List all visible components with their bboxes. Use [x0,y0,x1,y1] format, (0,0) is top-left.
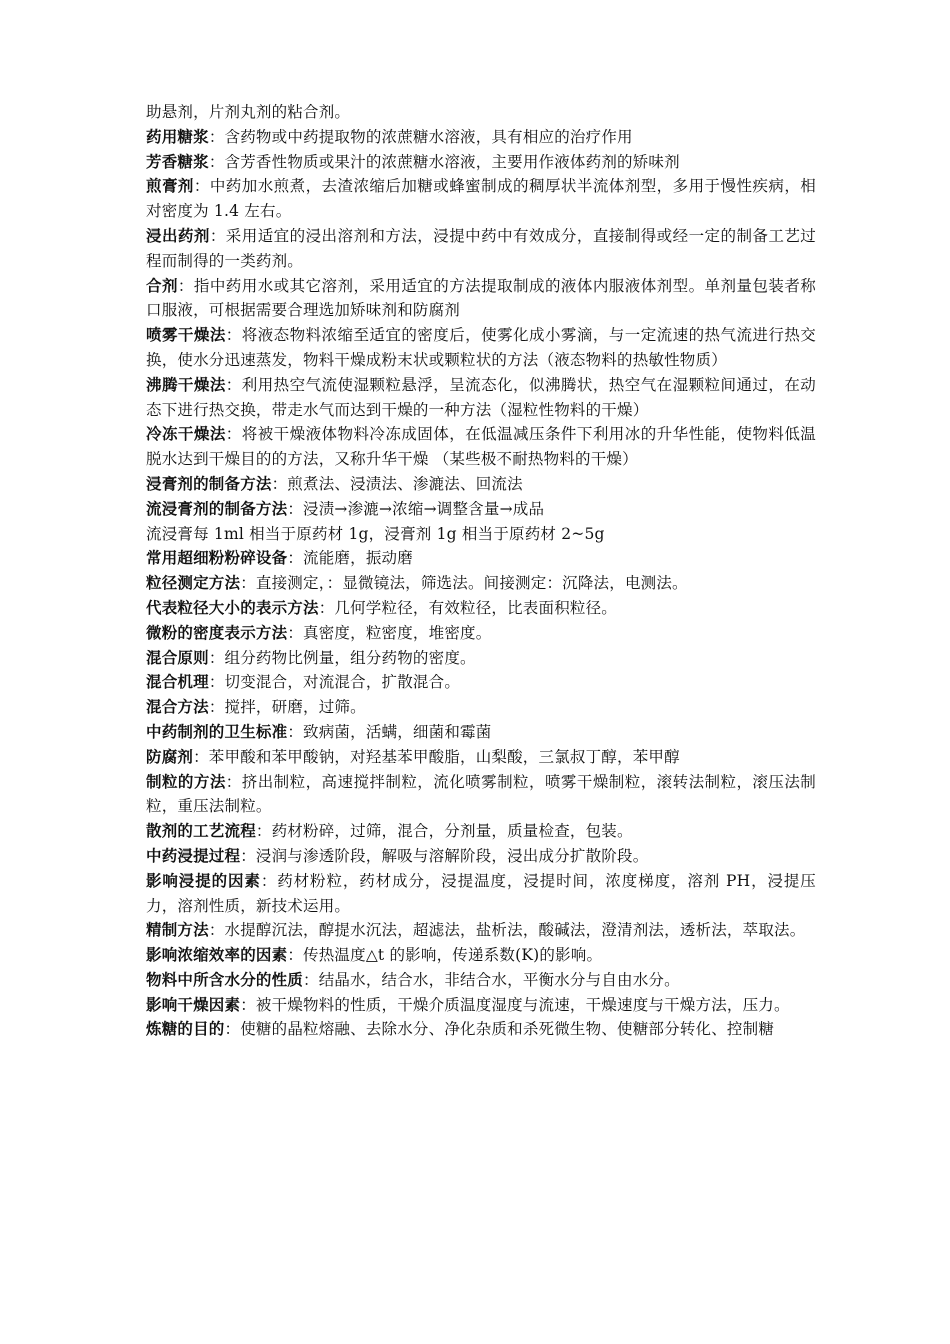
entry-text: ：浸渍→渗漉→浓缩→调整含量→成品 [287,499,545,518]
entry-term: 药用糖浆 [146,127,209,146]
entry-term: 芳香糖浆 [146,152,209,171]
entry-mixture [146,274,816,324]
entry-text: ：采用适宜的浸出溶剂和方法，浸提中药中有效成分，直接制得或经一定的制备工艺过程而制得的一类药剂。 [146,226,816,270]
entry-text: ：直接测定，：显微镜法，筛选法。间接测定：沉降法，电测法。 [240,574,688,593]
entry-extract-preparation-methods [146,472,816,497]
entry-powder-density [146,621,816,646]
entry-text: ：利用热空气流使湿颗粒悬浮，呈流态化，似沸腾状，热空气在湿颗粒间通过，在动态下进行热交换，带走水气而达到干燥的一种方法（湿粒性物料的干燥） [146,375,816,419]
entry-term: 常用超细粉粉碎设备 [146,549,288,568]
entry-powder-process [146,819,816,844]
entry-term: 合剂 [146,276,178,295]
entry-concentration-factors [146,943,816,968]
entry-freeze-drying [146,422,816,472]
entry-term: 影响干燥因素 [146,995,241,1014]
entry-text: ：将液态物料浓缩至适宜的密度后，使雾化成小雾滴，与一定流速的热气流进行热交换，使水分迅速蒸发，物料干燥成粉末状或颗粒状的方法（液态物料的热敏性物质） [146,326,816,369]
entry-text: ：药材粉碎，过筛，混合，分剂量，质量检查，包装。 [255,822,633,841]
entry-term: 混合机理 [146,673,209,692]
entry-term: 物料中所含水分的性质 [146,970,304,989]
entry-text: ：苯甲酸和苯甲酸钠，对羟基苯甲酸脂，山梨酸，三氯叔丁醇，苯甲醇 [193,747,680,766]
entry-text: ：中药加水煎煮，去渣浓缩后加糖或蜂蜜制成的稠厚状半流体剂型，多用于慢性疾病，相对密度为 1.4 左右。 [146,177,816,221]
entry-text: ：搅拌，研磨，过筛。 [208,698,366,717]
entry-term: 炼糖的目的 [146,1020,225,1039]
entry-term: 中药浸提过程 [146,846,241,865]
entry-text: ：结晶水，结合水，非结合水，平衡水分与自由水分。 [303,970,680,989]
entry-text: 助悬剂，片剂丸剂的粘合剂。 [146,103,351,121]
entry-refining-methods [146,918,816,943]
entry-term: 防腐剂 [146,747,194,766]
entry-term: 浸出药剂 [146,226,210,245]
entry-fluid-extract-ratio [146,522,816,547]
entry-term: 煎膏剂 [146,177,194,196]
entry-text: ：几何学粒径，有效粒径，比表面积粒径。 [318,598,618,617]
entry-text: 流浸膏每 1ml 相当于原药材 1g，浸膏剂 1g 相当于原药材 2~5g [146,524,605,543]
entry-text: ：煎煮法、浸渍法、渗漉法、回流法 [271,474,523,493]
entry-text: ：指中药用水或其它溶剂，采用适宜的方法提取制成的液体内服液体剂型。单剂量包装者称口服液，可根据需要合理选加矫味剂和防腐剂 [146,276,816,320]
entry-term: 粒径测定方法 [146,574,241,593]
entry-term: 喷雾干燥法 [146,326,226,345]
entry-term: 浸膏剂的制备方法 [146,474,272,493]
entry-term: 制粒的方法 [146,772,226,791]
entry-term: 影响浓缩效率的因素 [146,946,288,965]
entry-mixing-mechanism [146,670,816,695]
entry-text: ：含药物或中药提取物的浓蔗糖水溶液，具有相应的治疗作用 [208,127,633,146]
entry-particle-size-methods [146,571,816,596]
entry-text: ：流能磨，振动磨 [287,549,413,568]
entry-drying-factors [146,993,816,1018]
entry-mixing-methods [146,695,816,720]
entry-term: 混合方法 [146,698,209,717]
entry-fluid-extract-methods [146,497,816,522]
entry-term: 沸腾干燥法 [146,375,226,394]
entry-text: ：浸润与渗透阶段，解吸与溶解阶段，浸出成分扩散阶段。 [240,846,649,865]
entry-spray-drying [146,323,816,373]
entry-term: 影响浸提的因素 [146,871,261,890]
entry-suspending-agent [146,100,816,125]
entry-term: 流浸膏剂的制备方法 [146,499,288,518]
entry-moisture-nature [146,968,816,993]
entry-mixing-principle [146,646,816,671]
entry-text: ：真密度，粒密度，堆密度。 [287,623,492,642]
entry-text: ：致病菌，活螨，细菌和霉菌 [287,722,492,741]
entry-aromatic-syrup [146,150,816,175]
entry-text: ：切变混合，对流混合，扩散混合。 [208,673,461,692]
entry-text: ：组分药物比例量，组分药物的密度。 [208,648,476,667]
entry-text: ：含芳香性物质或果汁的浓蔗糖水溶液，主要用作液体药剂的矫味剂 [208,152,680,171]
entry-ultrafine-grinding [146,546,816,571]
entry-medicinal-syrup [146,125,816,150]
entry-particle-size-expression [146,596,816,621]
entry-extraction-process [146,844,816,869]
entry-granulation-methods [146,770,816,820]
entry-decoction-paste [146,174,816,224]
entry-term: 混合原则 [146,648,209,667]
entry-text: ：挤出制粒，高速搅拌制粒，流化喷雾制粒，喷雾干燥制粒，滚转法制粒，滚压法制粒，重压法制粒。 [146,772,816,816]
entry-extraction-factors [146,869,816,919]
entry-term: 代表粒径大小的表示方法 [146,598,319,617]
entry-sugar-refining-purpose [146,1017,816,1042]
entry-term: 中药制剂的卫生标准 [146,722,288,741]
entry-preservatives [146,745,816,770]
entry-text: ：药材粉粒，药材成分，浸提温度，浸提时间，浓度梯度，溶剂 PH，浸提压力，溶剂性质，新技术运用。 [146,871,816,915]
entry-extraction-preparation [146,224,816,274]
entry-hygiene-standard [146,720,816,745]
entry-text: ：被干燥物料的性质，干燥介质温度湿度与流速，干燥速度与干燥方法，压力。 [240,995,790,1014]
entry-text: ：水提醇沉法，醇提水沉法，超滤法，盐析法，酸碱法，澄清剂法，透析法，萃取法。 [208,921,806,940]
entry-text: ：传热温度△t 的影响，传递系数(K)的影响。 [287,946,603,965]
entry-term: 精制方法 [146,921,209,940]
entry-fluidized-drying [146,373,816,423]
entry-term: 微粉的密度表示方法 [146,623,288,642]
entry-term: 散剂的工艺流程 [146,822,256,841]
entry-term: 冷冻干燥法 [146,425,226,444]
entry-text: ：将被干燥液体物料冷冻成固体，在低温减压条件下利用冰的升华性能，使物料低温脱水达到干燥目的的方法，又称升华干燥 （某些极不耐热物料的干燥） [146,425,816,469]
entry-text: ：使糖的晶粒熔融、去除水分、净化杂质和杀死微生物、使糖部分转化、控制糖 [224,1020,775,1039]
document-page [146,100,816,1042]
